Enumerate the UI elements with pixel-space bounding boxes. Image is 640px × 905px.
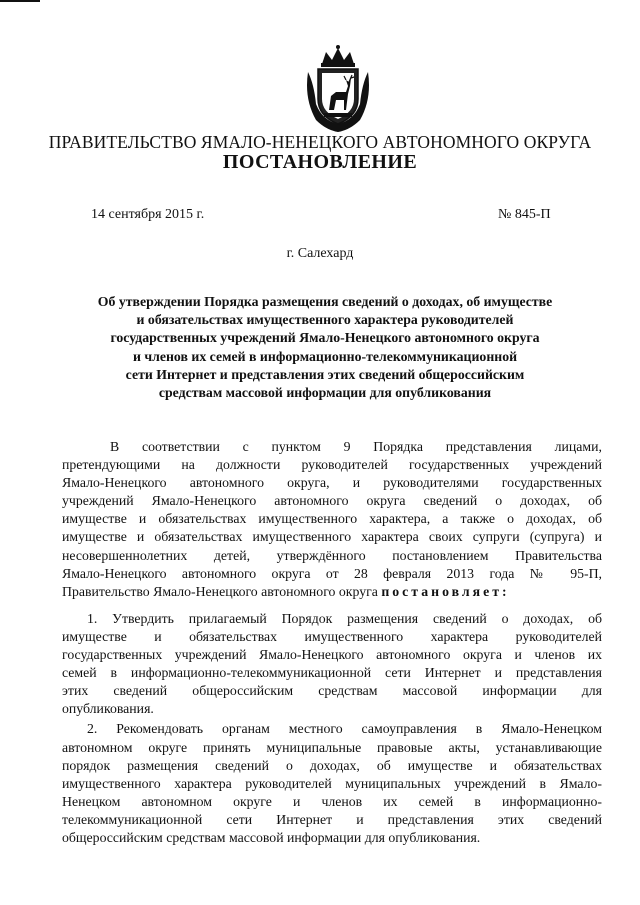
text-line: имущественного характера руководителей муниципальных учреждений в Ямало- [62,775,602,791]
title-line: и членов их семей в информационно-телекоммуникационной [132,348,518,364]
city: г. Салехард [286,246,354,261]
title-line: средствам массовой информации для опубликования [158,385,492,401]
document-number: № 845-П [498,207,551,222]
document-title [62,293,588,402]
paragraph-gap [62,601,602,610]
decree-word: постановляет: [381,583,510,599]
item-2-paragraph [62,720,602,847]
title-line: и обязательствах имущественного характера руководителей [136,312,514,328]
text-line: опубликования. [62,701,154,717]
text-line: учреждений Ямало-Ненецкого автономного округа сведений о доходах, об [62,493,602,509]
text-line: имуществе и обязательствах имущественного характера руководителей [62,628,602,644]
title-line: государственных учреждений Ямало-Ненецкого автономного округа [110,330,540,346]
text-line: порядок размещения сведений о доходах, об имуществе и обязательствах [62,757,602,773]
text-line: Ненецком автономном округе и членов их семей в информационно- [62,793,602,809]
text-line: 2. Рекомендовать органам местного самоуправления в Ямало-Ненецком [87,721,602,737]
text-line: несовершеннолетних детей, утверждённого постановлением Правительства [62,547,602,563]
text-line: Ямало-Ненецкого автономного округа от 28 февраля 2013 года № 95-П, [62,565,602,581]
coat-of-arms-emblem [302,44,374,134]
text-line: В соответствии с пунктом 9 Порядка представления лицами, [110,439,602,454]
text-line: претендующими на должности руководителей государственных учреждений [62,457,602,473]
text-line: 1. Утвердить прилагаемый Порядок размещения сведений о доходах, об [87,610,602,626]
text-line: семей в информационно-телекоммуникационной сети Интернет и представления [62,665,602,681]
text-line: государственных учреждений Ямало-Ненецкого автономного округа и членов их [62,647,602,663]
preamble-paragraph [62,438,602,601]
corner-mark [0,0,40,2]
text-line: автономном округе принять муниципальные правовые акты, устанавливающие [62,739,602,755]
title-line: сети Интернет и представления этих сведений общероссийским [125,366,525,382]
title-line: Об утверждении Порядка размещения сведений о доходах, об имуществе [97,294,553,309]
text-line: общероссийским средствам массовой информации для опубликования. [62,829,481,845]
government-name: ПРАВИТЕЛЬСТВО ЯМАЛО-НЕНЕЦКОГО АВТОНОМНОГО ОКРУГА [48,132,592,152]
text-line: Ямало-Ненецкого автономного округа, и руководителями государственных [62,475,602,491]
text-line: телекоммуникационной сети Интернет и представления этих сведений [62,811,602,827]
text-line: имуществе и обязательствах имущественного характера, а также о доходах, об [62,511,602,527]
document-body [62,438,602,847]
preamble-last-line: Правительство Ямало-Ненецкого автономного округа [62,583,378,599]
text-line: имуществе и обязательствах имущественного характера своих супруги (супруга) и [62,529,602,545]
item-1-paragraph [62,610,602,719]
text-line: этих сведений общероссийским средствам массовой информации для [62,683,602,699]
document-type: ПОСТАНОВЛЕНИЕ [222,151,418,173]
text-line [62,583,602,601]
document-date: 14 сентября 2015 г. [91,207,205,222]
